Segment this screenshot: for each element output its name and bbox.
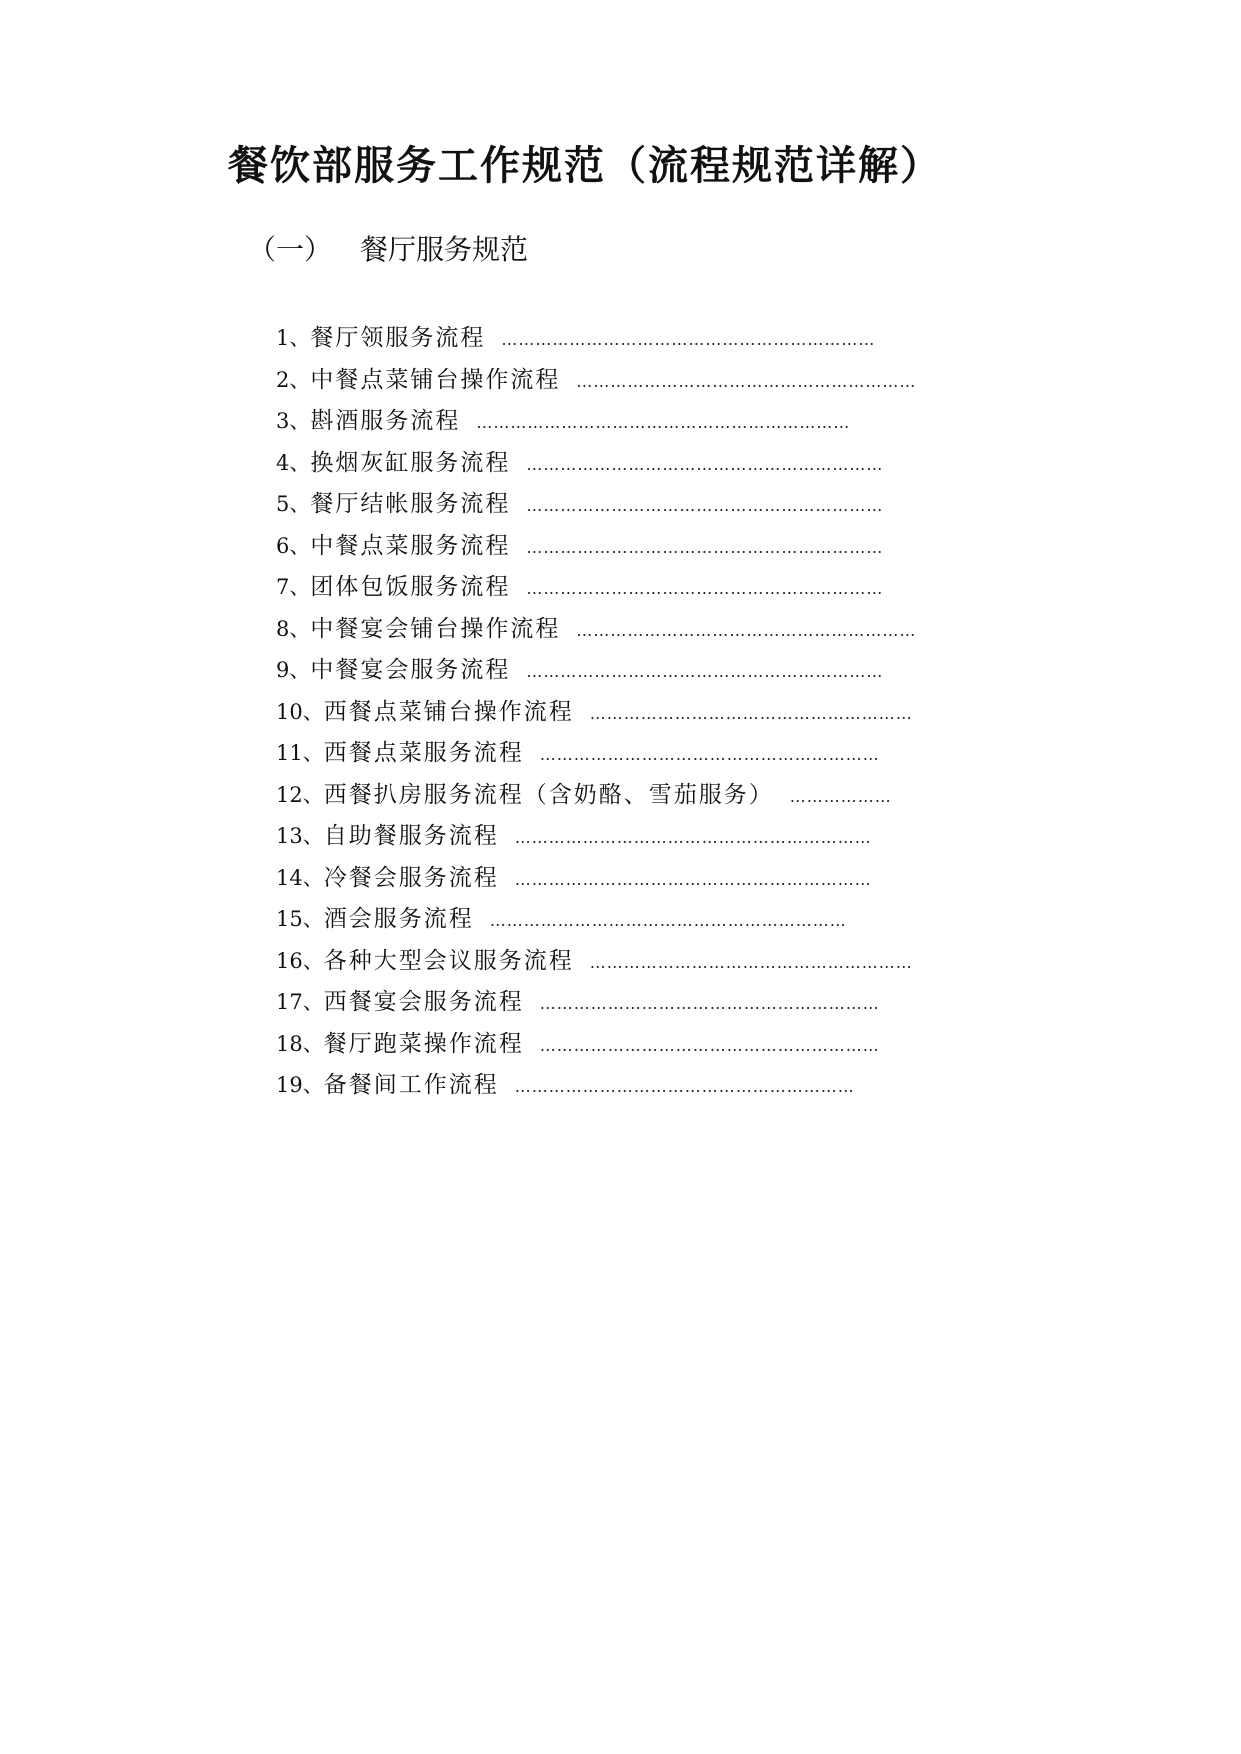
toc-item [276,318,1046,360]
toc-item [276,526,1046,568]
toc-item [276,816,1046,858]
toc-item-label: 酒会服务流程 [323,906,474,932]
section-title: 餐厅服务规范 [360,233,529,266]
toc-item-label: 餐厅跑菜操作流程 [323,1030,524,1057]
toc-item-label: 备餐间工作流程 [323,1072,499,1098]
toc-item-index: 12、 [276,782,324,807]
toc-item [276,982,1046,1024]
toc-item [276,609,1046,651]
toc-item-label: 换烟灰缸服务流程 [310,449,511,476]
toc-item [276,567,1046,609]
toc-item-leader: ……………………………………………………… [514,828,872,847]
toc-item-label: 餐厅领服务流程 [310,325,486,351]
section-number: （一） [248,233,333,266]
toc-item-index: 15、 [276,907,324,931]
toc-item-index: 18、 [276,1031,324,1056]
toc-item-leader: ………………………………………………… [589,703,913,723]
toc-item-index: 3、 [276,409,311,433]
toc-item [276,733,1046,775]
toc-item-index: 13、 [276,824,324,848]
toc-item-leader: ……………… [789,786,892,806]
toc-item-leader: ……………………………………………………… [526,662,884,681]
toc-item-label: 斟酒服务流程 [310,408,461,434]
toc-item-leader: …………………………………………………… [576,371,917,391]
toc-item-index: 14、 [276,865,324,890]
toc-item-index: 6、 [276,533,311,558]
toc-item-index: 9、 [276,658,311,682]
toc-item-label: 西餐扒房服务流程（含奶酪、雪茄服务） [323,781,774,808]
toc-item-label: 各种大型会议服务流程 [323,947,574,974]
toc-item-leader: ……………………………………………………… [526,579,884,598]
toc-item [276,1024,1046,1066]
toc-item-index: 1、 [276,326,311,350]
toc-item-leader: ……………………………………………………… [489,911,847,930]
toc-item-leader: …………………………………………………… [539,994,880,1013]
toc-item [276,941,1046,983]
toc-item-label: 西餐点菜服务流程 [323,740,524,766]
toc-item-leader: ………………………………………………………… [501,330,876,349]
toc-item-leader: ……………………………………………………… [514,869,872,889]
toc-item-leader: …………………………………………………… [539,745,880,764]
toc-item [276,858,1046,900]
toc-item-leader: ……………………………………………………… [526,454,884,474]
toc-item-index: 7、 [276,575,311,599]
toc-item [276,692,1046,734]
section-heading [248,226,528,274]
toc-item-leader: ……………………………………………………… [526,496,884,515]
toc-item-index: 10、 [276,699,324,724]
toc-item-label: 中餐宴会服务流程 [310,657,511,683]
table-of-contents [276,318,1046,1107]
toc-item-label: 冷餐会服务流程 [323,864,499,891]
toc-item-label: 自助餐服务流程 [323,823,499,849]
toc-item [276,775,1046,817]
toc-item-label: 团体包饭服务流程 [310,574,511,600]
toc-item-leader: ……………………………………………………… [526,537,884,557]
toc-item-leader: …………………………………………………… [514,1077,855,1096]
toc-item [276,443,1046,485]
toc-item-label: 中餐点菜服务流程 [310,532,511,559]
toc-item-index: 8、 [276,616,311,641]
toc-item-leader: …………………………………………………… [576,620,917,640]
toc-item-index: 2、 [276,367,311,392]
toc-item [276,1065,1046,1107]
toc-item-label: 中餐点菜铺台操作流程 [310,366,561,393]
toc-item [276,899,1046,941]
toc-item-leader: ………………………………………………………… [476,413,851,432]
toc-item-leader: …………………………………………………… [539,1035,880,1055]
toc-item-label: 西餐点菜铺台操作流程 [323,698,574,725]
toc-item-index: 5、 [276,492,311,516]
toc-item-label: 西餐宴会服务流程 [323,989,524,1015]
toc-item-leader: ………………………………………………… [589,952,913,972]
toc-item [276,360,1046,402]
toc-item [276,650,1046,692]
toc-item [276,401,1046,443]
toc-item-index: 19、 [276,1073,324,1097]
document-title: 餐饮部服务工作规范（流程规范详解） [228,142,942,189]
toc-item-index: 4、 [276,450,311,475]
toc-item-index: 11、 [276,741,324,765]
toc-item-index: 17、 [276,990,324,1014]
toc-item [276,484,1046,526]
toc-item-label: 餐厅结帐服务流程 [310,491,511,517]
toc-item-index: 16、 [276,948,324,973]
toc-item-label: 中餐宴会铺台操作流程 [310,615,561,642]
